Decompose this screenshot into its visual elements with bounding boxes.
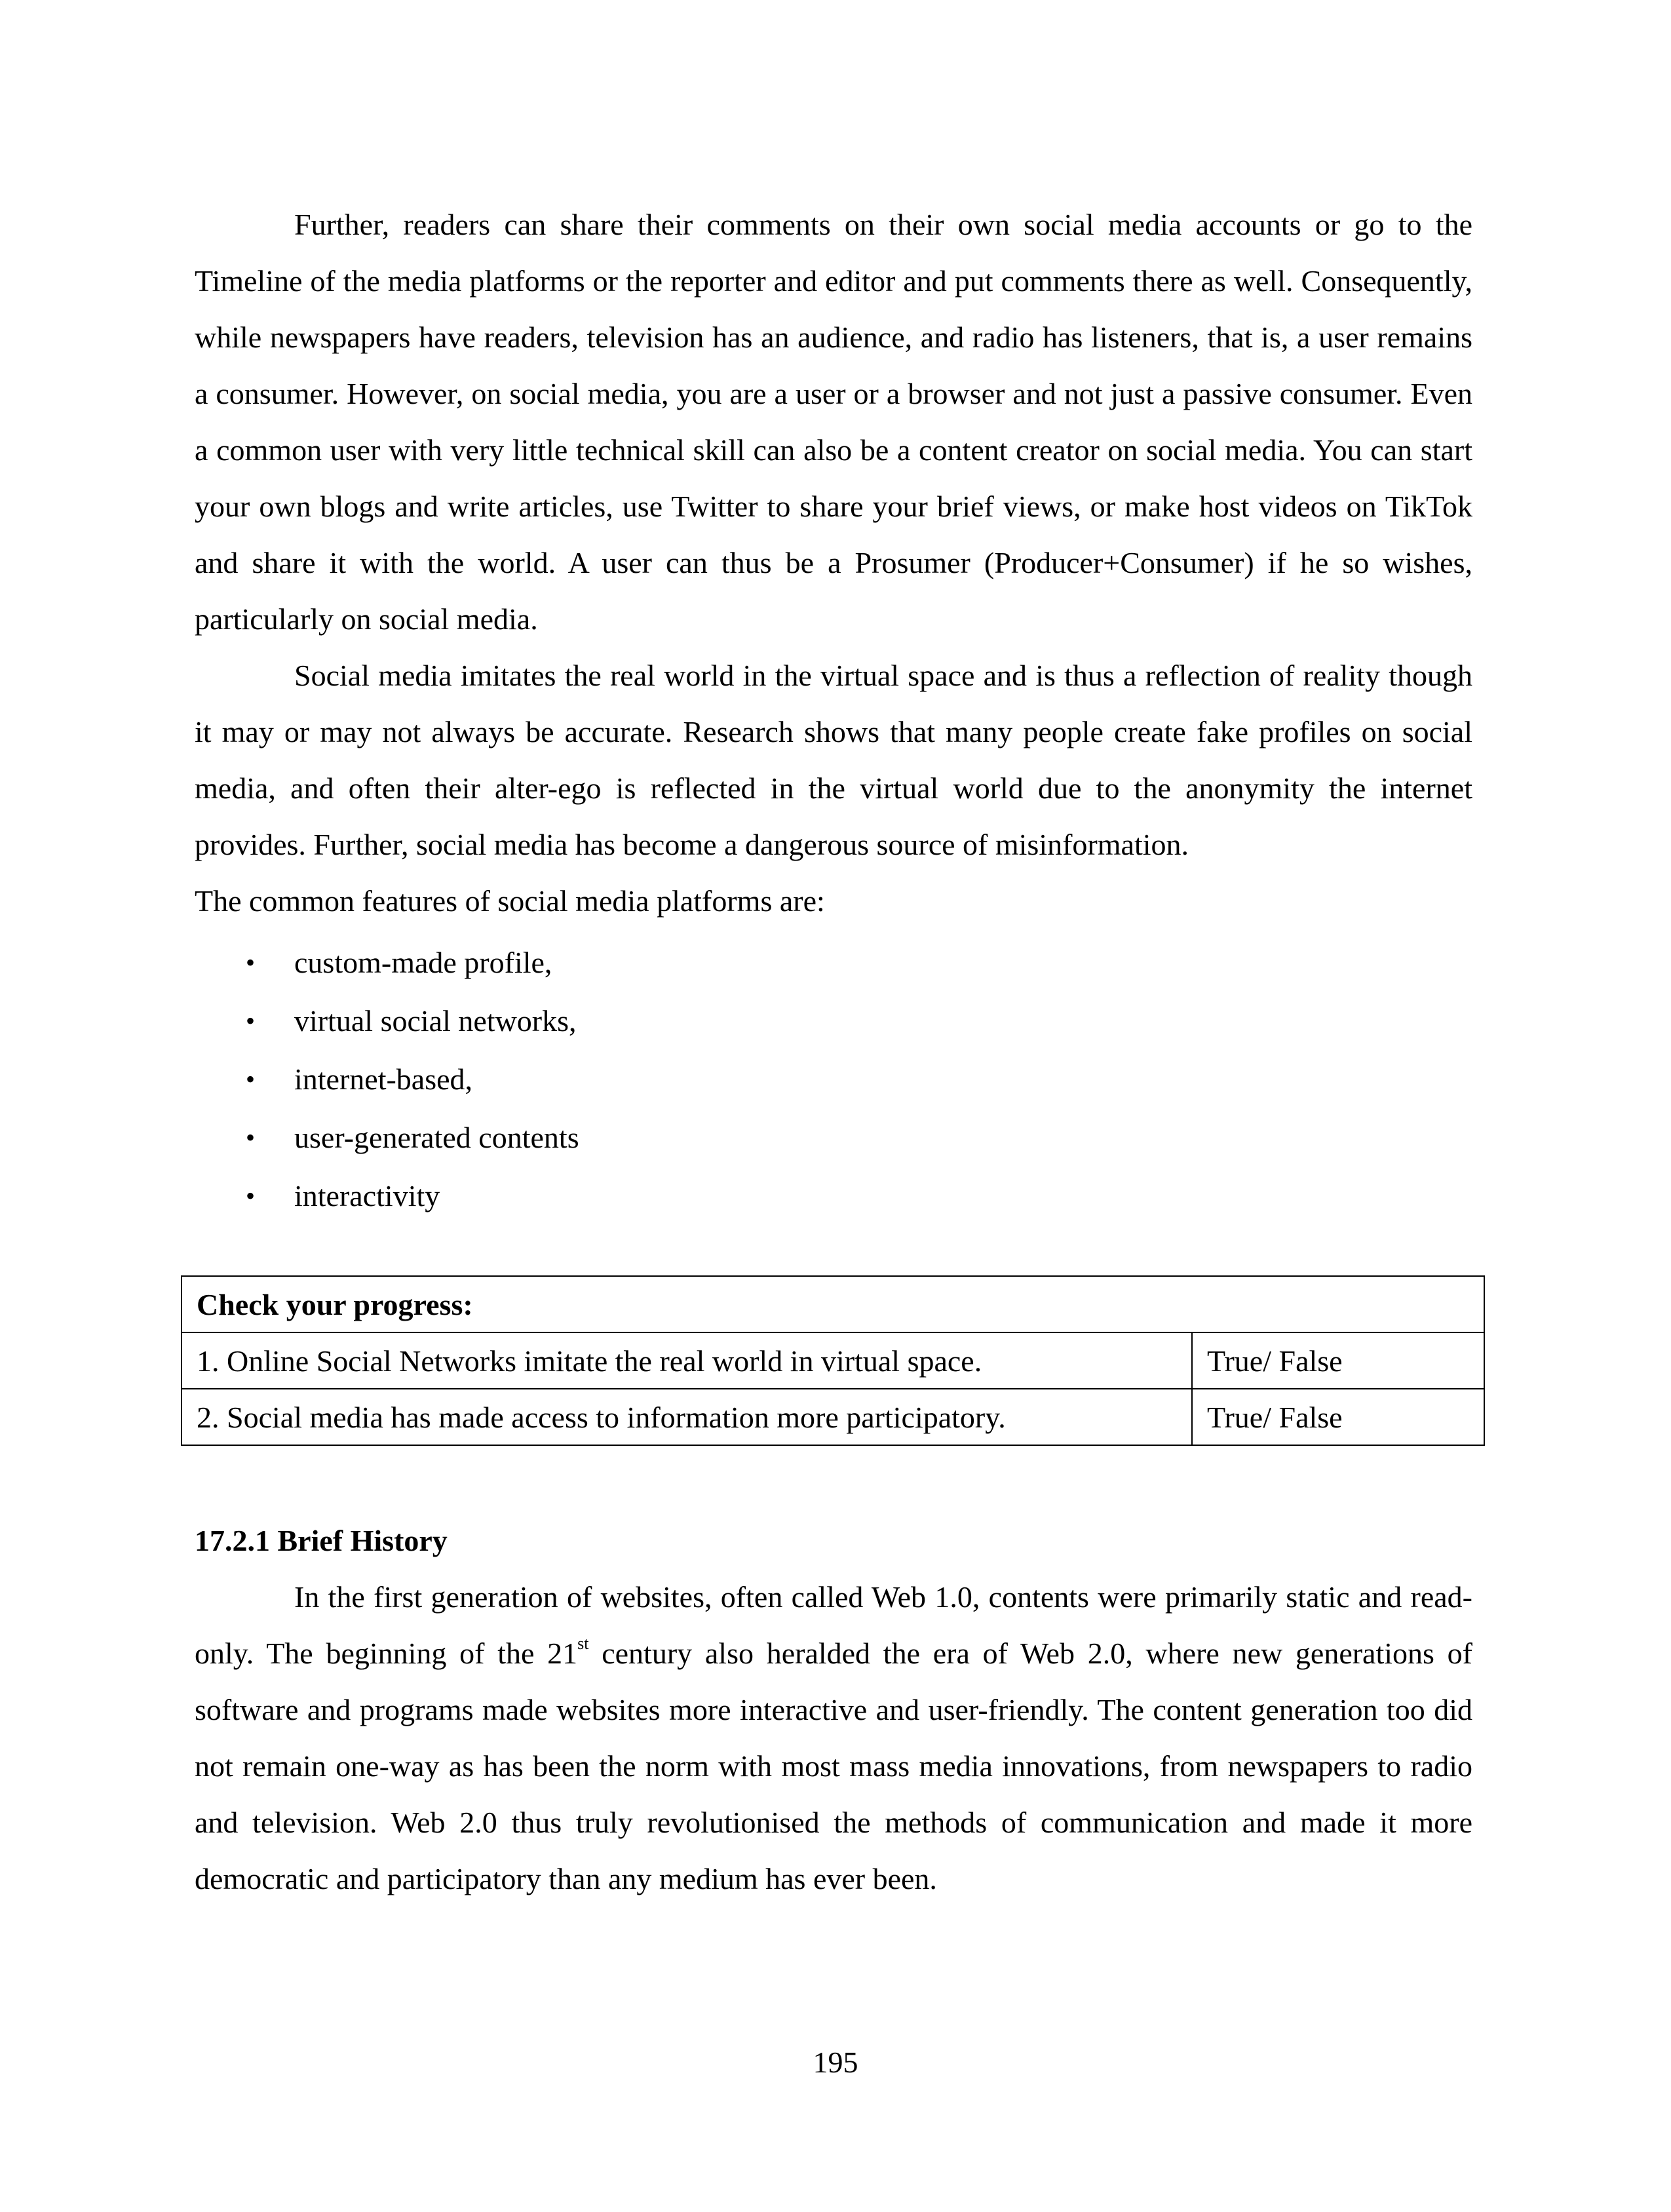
list-item xyxy=(195,933,1472,992)
paragraph-prosumer: Further, readers can share their comments on their own social media accounts or go to the Timeline of the media platforms or the reporter and editor and put comments there as well. Consequently, while newspapers have readers, television has an audience, and radio has listeners, that is, a user remains a consumer. However, on social media, you are a user or a browser and not just a passive consumer. Even a common user with very little technical skill can also be a content creator on social media. You can start your own blogs and write articles, use Twitter to share your brief views, or make host videos on TikTok and share it with the world. A user can thus be a Prosumer (Producer+Consumer) if he so wishes, particularly on social media. xyxy=(195,208,1472,636)
brief-history-section xyxy=(195,1513,1472,1907)
bullet-icon: • xyxy=(246,1181,256,1211)
list-item-text: user-generated contents xyxy=(294,1121,579,1154)
list-item xyxy=(195,1108,1472,1167)
history-text-start: In the first generation of websites, often called Web 1.0, contents were primarily static and read-only. The beginning of the 21 xyxy=(195,1580,1472,1670)
check-progress-heading: Check your progress: xyxy=(182,1276,1484,1332)
bullet-icon: • xyxy=(246,1064,256,1094)
bullet-icon: • xyxy=(246,1006,256,1036)
section-title: 17.2.1 Brief History xyxy=(195,1524,448,1557)
table-header-row xyxy=(182,1276,1484,1332)
paragraph-web-history xyxy=(195,1569,1472,1907)
table-row xyxy=(182,1389,1484,1445)
list-item xyxy=(195,1167,1472,1225)
list-item-text: internet-based, xyxy=(294,1062,473,1096)
list-item xyxy=(195,992,1472,1050)
bullet-icon: • xyxy=(246,948,256,977)
list-item xyxy=(195,1050,1472,1108)
question-text: 1. Online Social Networks imitate the real world in virtual space. xyxy=(182,1332,1192,1389)
ordinal-superscript: st xyxy=(577,1634,589,1653)
question-answer: True/ False xyxy=(1192,1332,1484,1389)
list-item-text: virtual social networks, xyxy=(294,1004,577,1038)
features-intro: The common features of social media platforms are: xyxy=(195,884,825,918)
bullet-icon: • xyxy=(246,1123,256,1152)
question-answer: True/ False xyxy=(1192,1389,1484,1445)
check-progress-table xyxy=(181,1275,1485,1446)
main-text xyxy=(195,197,1472,1225)
paragraph-virtual-reality: Social media imitates the real world in the virtual space and is thus a reflection of reality though it may or may not always be accurate. Research shows that many people create fake profiles on social media, and often their alter-ego is reflected in the virtual world due to the anonymity the internet provides. Further, social media has become a dangerous source of misinformation. xyxy=(195,659,1472,861)
question-text: 2. Social media has made access to information more participatory. xyxy=(182,1389,1192,1445)
page-number: 195 xyxy=(813,2046,858,2079)
history-text-end: century also heralded the era of Web 2.0, where new generations of software and programs made websites more interactive and user-friendly. The content generation too did not remain one-way as has been the norm with most mass media innovations, from newspapers to radio and television. Web 2.0 thus truly revolutionised the methods of communication and made it more democratic and participatory than any medium has ever been. xyxy=(195,1637,1472,1895)
features-list xyxy=(195,933,1472,1225)
list-item-text: interactivity xyxy=(294,1179,440,1213)
list-item-text: custom-made profile, xyxy=(294,946,552,979)
table-row xyxy=(182,1332,1484,1389)
